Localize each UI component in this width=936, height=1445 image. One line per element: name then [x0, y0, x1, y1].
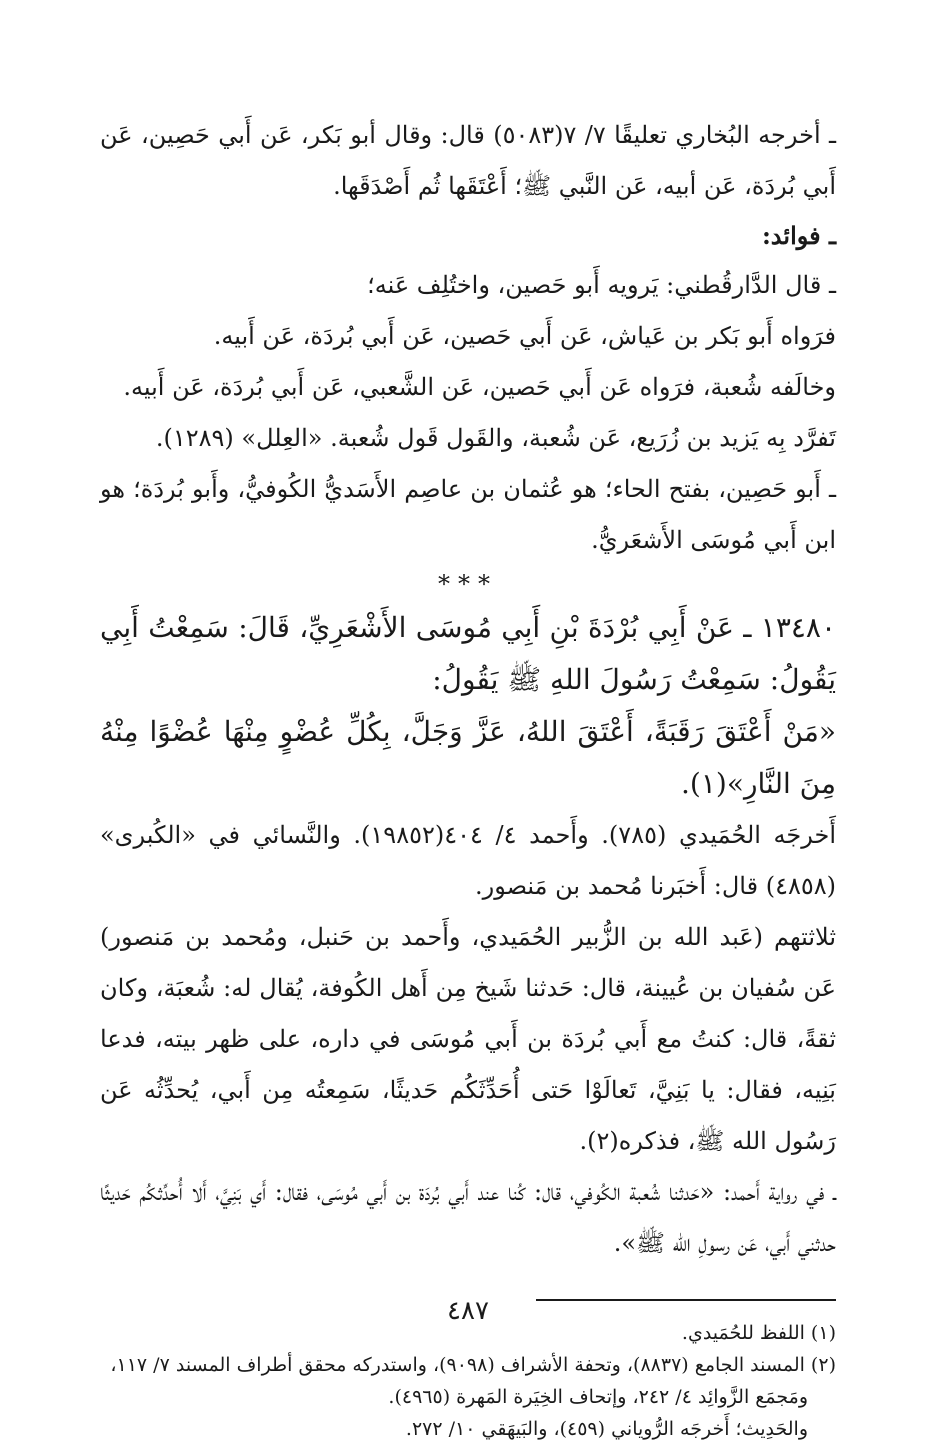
footnote-2-line-2: ومَجمَع الزَّوائِد ٤/ ٢٤٢، وإتحاف الخِيَرة المَهرة (٤٩٦٥).	[388, 1386, 808, 1408]
section-divider-stars: ***	[438, 570, 498, 598]
hadith-text: «مَنْ أَعْتَقَ رَقَبَةً، أَعْتَقَ اللهُ، عَزَّ وَجَلَّ، بِكُلِّ عُضْوٍ مِنْهَا عُضْوًا مِنْهُ مِنَ النَّارِ»(١).	[100, 715, 836, 800]
page-number: ٤٨٧	[447, 1296, 489, 1326]
paragraph-abu-bakr: فرَواه أَبو بَكر بن عَياش، عَن أَبي حَصين، عَن أَبي بُردَة، عَن أَبيه.	[213, 322, 836, 350]
paragraph-bukhari: ـ أخرجه البُخاري تعليقًا ٧/ ٧(٥٠٨٣) قال: وقال أبو بَكر، عَن أَبي حَصِين، عَن أَبي بُردَة، عَن أبيه، عَن النَّبي ﷺ؛ أَعْتَقَها ثُم أَصْدَقَها.	[100, 121, 837, 200]
paragraph-isnad: ثلاثتهم (عَبد الله بن الزُّبير الحُمَيدي، وأَحمد بن حَنبل، ومُحمد بن مَنصور) عَن سُفيان بن عُيينة، قال: حَدثنا شَيخ مِن أَهل الكُوفة، يُقال له: شُعبَة، وكان ثقةً، قال: كنتُ مع أَبي بُردَة بن أَبي مُوسَى في داره، على ظهر بيته، فدعا بَنِيه، فقال: يا بَنِيَّ، تَعالَوْا حَتى أُحَدِّثَكُم حَديثًا، سَمِعتُه مِن أَبي، يُحدِّثُه عَن رَسُول الله ﷺ، فذكره(٢).	[100, 923, 836, 1155]
paragraph-abu-hasin: ـ أَبو حَصِين، بفتح الحاء؛ هو عُثمان بن عاصِم الأَسَديُّ الكُوفيُّ، وأَبو بُردَة؛ هو ابن أَبي مُوسَى الأَشعَريُّ.	[100, 475, 836, 554]
footnote-2-line-1: (٢) المسند الجامع (٨٨٣٧)، وتحفة الأشراف (٩٠٩٨)، واستدركه محقق أطراف المسند ٧/ ١١٧،	[110, 1354, 836, 1376]
paragraph-yazid: تَفرَّد بِه يَزيد بن زُرَيع، عَن شُعبة، والقَول قَول شُعبة. «العِلل» (١٢٨٩).	[155, 424, 836, 452]
paragraph-takhrij: أَخرجَه الحُمَيدي (٧٨٥). وأَحمد ٤/ ٤٠٤(١٩٨٥٢). والنَّسائي في «الكُبرى» (٤٨٥٨) قال: أَخبَرنا مُحمد بن مَنصور.	[100, 821, 836, 900]
section-heading-benefits: ـ فوائد:	[761, 221, 836, 250]
hadith-intro: ١٣٤٨٠ ـ عَنْ أَبِي بُرْدَةَ بْنِ أَبِي مُوسَى الأَشْعَرِيِّ، قَالَ: سَمِعْتُ أَبِي يَقُولُ: سَمِعْتُ رَسُولَ اللهِ ﷺ يَقُولُ:	[100, 611, 836, 696]
footnote-1: (١) اللفظ للحُمَيدي.	[681, 1322, 836, 1344]
paragraph-ahmad-narration: ـ في رواية أَحمد: «حَدثنا شُعبة الكُوفي، قال: كُنا عند أَبي بُردَة بن أَبي مُوسَى، فقال: أَي بَنِيَّ، أَلا أُحدِّثكُم حَديثًا حدثني أَبي، عَن رسولِ الله ﷺ».	[100, 1178, 836, 1257]
footnote-2-line-3: والحَدِيث؛ أَخرجَه الرُّوياني (٤٥٩)، والبَيهَقي ١٠/ ٢٧٢.	[405, 1418, 808, 1440]
paragraph-daraqutni: ـ قال الدَّارقُطني: يَرويه أَبو حَصين، واختُلِف عَنه؛	[367, 271, 836, 299]
paragraph-shuba: وخالَفه شُعبة، فرَواه عَن أَبي حَصين، عَن الشَّعبي، عَن أَبي بُردَة، عَن أَبيه.	[123, 373, 836, 401]
